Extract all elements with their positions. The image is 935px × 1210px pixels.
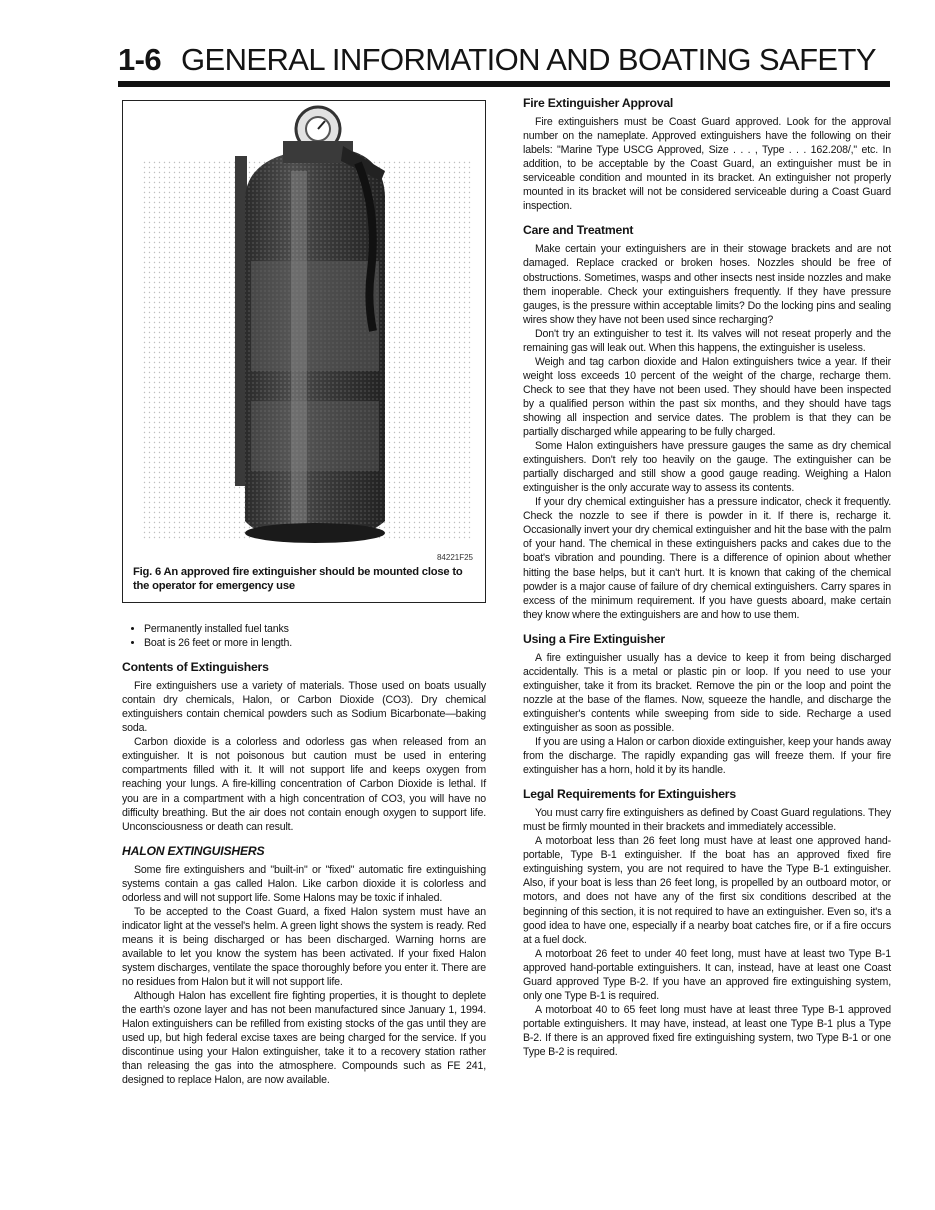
section-heading-halon: HALON EXTINGUISHERS	[122, 843, 265, 858]
paragraph: Carbon dioxide is a colorless and odorless gas when released from an extinguisher. It is not poisonous but caution must be used in entering compartments filled with it. It will not support life and keeps oxygen from reaching your lungs. A fire-killing concentration of Carbon Dioxide is lethal. If you are in a compartment with a high concentration of CO3, you will have no difficulty breathing. But the air does not contain enough oxygen to support life. Unconsciousness or death can result.	[122, 736, 486, 833]
paragraph: Weigh and tag carbon dioxide and Halon extinguishers twice a year. If their weight loss exceeds 10 percent of the weight of the charge, recharge them. Check to see that they have not been used. They should have been inspected by a qualified person within the past six months, and they should have tags showing all inspection and service dates. The problem is that they can be partially discharged while appearing to be fully charged.	[523, 355, 891, 439]
list-item: • Permanently installed fuel tanks	[144, 622, 486, 636]
paragraph: If you are using a Halon or carbon dioxide extinguisher, keep your hands away from the discharge. The rapidly expanding gas will freeze them. If your fire extinguisher has a horn, hold it by its handle.	[523, 736, 891, 777]
right-column	[523, 96, 891, 1059]
paragraph: Some fire extinguishers and "built-in" or "fixed" automatic fire extinguishing systems contain a gas called Halon. Like carbon dioxide it is colorless and odorless and will not support life. Some Halons may be toxic if inhaled.	[122, 863, 486, 904]
paragraph: Fire extinguishers must be Coast Guard approved. Look for the approval number on the nameplate. Approved extinguishers have the following on their labels: "Marine Type USCG Approved, Size . . . , Type . . . 162.208/," etc. In addition, to be acceptable by the Coast Guard, an extinguisher must be in serviceable condition and mounted in its bracket. An extinguisher not properly mounted in its bracket will not be considered serviceable during a Coast Guard inspection.	[523, 116, 891, 213]
paragraph: A motorboat 40 to 65 feet long must have at least three Type B-1 approved portable extinguishers. It may have, instead, at least one Type B-1 plus a Type B-2. If there is an approved fixed fire extinguishing system, two Type B-1 or one Type B-2 is required.	[523, 1003, 891, 1058]
paragraph: Some Halon extinguishers have pressure gauges the same as dry chemical extinguishers. Don't rely too heavily on the gauge. The extinguisher can be partially discharged and still show a good gauge reading. Weighing a Halon extinguisher is the only accurate way to assess its contents.	[523, 440, 891, 495]
section-heading-care: Care and Treatment	[523, 223, 634, 238]
paragraph: Make certain your extinguishers are in their stowage brackets and are not damaged. Replace cracked or broken hoses. Nozzles should be free of obstructions. Sometimes, wasps and other insects nest inside nozzles and make them inoperable. Check your extinguishers frequently. If they have pressure gauges, is the pressure within acceptable limits? Do the locking pins and sealing wires show they have not been used since recharging?	[523, 243, 891, 326]
paragraph: A motorboat 26 feet to under 40 feet long, must have at least two Type B-1 approved hand-portable extinguishers. It can, instead, have at least one Coast Guard approved Type B-2. If you have an approved fire extinguishing system, only one Type B-1 is required.	[523, 947, 891, 1002]
paragraph: A fire extinguisher usually has a device to keep it from being discharged accidentally. This is a metal or plastic pin or loop. If you need to use your extinguisher, take it from its bracket. Remove the pin or the loop and point the nozzle at the base of the flames. Now, squeeze the handle, and discharge the extinguisher's contents while sweeping from side to side. Recharge a used extinguisher as soon as possible.	[523, 651, 891, 734]
conditions-list	[122, 622, 486, 650]
section-heading-contents: Contents of Extinguishers	[122, 660, 269, 675]
page-number: 1-6	[118, 42, 162, 77]
header-rule	[118, 81, 890, 87]
left-column	[122, 618, 486, 1087]
section-heading-approval: Fire Extinguisher Approval	[523, 96, 674, 110]
paragraph: Don't try an extinguisher to test it. Its valves will not reseat properly and the remaining gas will leak out. When this happens, the extinguisher is useless.	[523, 327, 891, 354]
paragraph: You must carry fire extinguishers as defined by Coast Guard regulations. They must be firmly mounted in their brackets and immediately accessible.	[523, 807, 891, 834]
fire-extinguisher-photo	[123, 101, 484, 561]
figure-caption: Fig. 6 An approved fire extinguisher should be mounted close to the operator for emergency use	[133, 566, 463, 592]
paragraph: To be accepted to the Coast Guard, a fixed Halon system must have an indicator light at the vessel's helm. A green light shows the system is ready. Red means it is being discharged or has been discharged. Warning horns are available to let you know the system has been activated. If your fixed Halon system discharges, ventilate the space thoroughly before you enter it. There are no residues from Halon but it will not support life.	[122, 905, 486, 989]
paragraph: If your dry chemical extinguisher has a pressure indicator, check it frequently. Check the nozzle to see if there is powder in it. If there is, recharge it. Occasionally invert your dry chemical extinguisher and hit the base with the palm of your hand. The chemical in these extinguishers packs and cakes due to the boat's vibration and pounding. There is a difference of opinion about whether hitting the base helps, but it can't hurt. It is known that caking of the chemical powder is a major cause of failure of dry chemical extinguishers. Carry spares in excess of the minimum requirement. If you have guests aboard, make certain they know where the extinguishers are and how to use them.	[523, 496, 891, 621]
figure-code: 84221F25	[436, 553, 473, 562]
paragraph: Although Halon has excellent fire fighting properties, it is thought to deplete the earth's ozone layer and has not been manufactured since January 1, 1994. Halon extinguishers can be refilled from existing stocks of the gas until they are used up, but high federal excise taxes are being charged for the service. If you discontinue using your Halon extinguisher, take it to a recovery station rather than releasing the gas into the atmosphere. Compounds such as FE 241, designed to replace Halon, are now available.	[122, 990, 486, 1087]
figure-6	[122, 100, 486, 603]
section-heading-using: Using a Fire Extinguisher	[523, 631, 665, 646]
paragraph: Fire extinguishers use a variety of materials. Those used on boats usually contain dry chemicals, Halon, or Carbon Dioxide (CO3). Dry chemical extinguishers contain chemical powders such as Sodium Bicarbonate—baking soda.	[122, 680, 486, 735]
list-item: • Boat is 26 feet or more in length.	[144, 636, 486, 650]
paragraph: A motorboat less than 26 feet long must have at least one approved hand-portable, Type B-1 extinguisher. If the boat has an approved fixed fire extinguishing system, you are not required to have the Type B-1 extinguisher. Also, if your boat is less than 26 feet long, is propelled by an outboard motor, or motors, and does not have any of the first six conditions described at the beginning of this section, it is not required to have an extinguisher. Even so, it's a good idea to have one, especially if a nearby boat catches fire, or if a fire occurs at a fuel dock.	[523, 835, 891, 946]
page-header	[118, 42, 876, 78]
section-heading-legal: Legal Requirements for Extinguishers	[523, 787, 736, 802]
page-title: GENERAL INFORMATION AND BOATING SAFETY	[181, 42, 876, 77]
